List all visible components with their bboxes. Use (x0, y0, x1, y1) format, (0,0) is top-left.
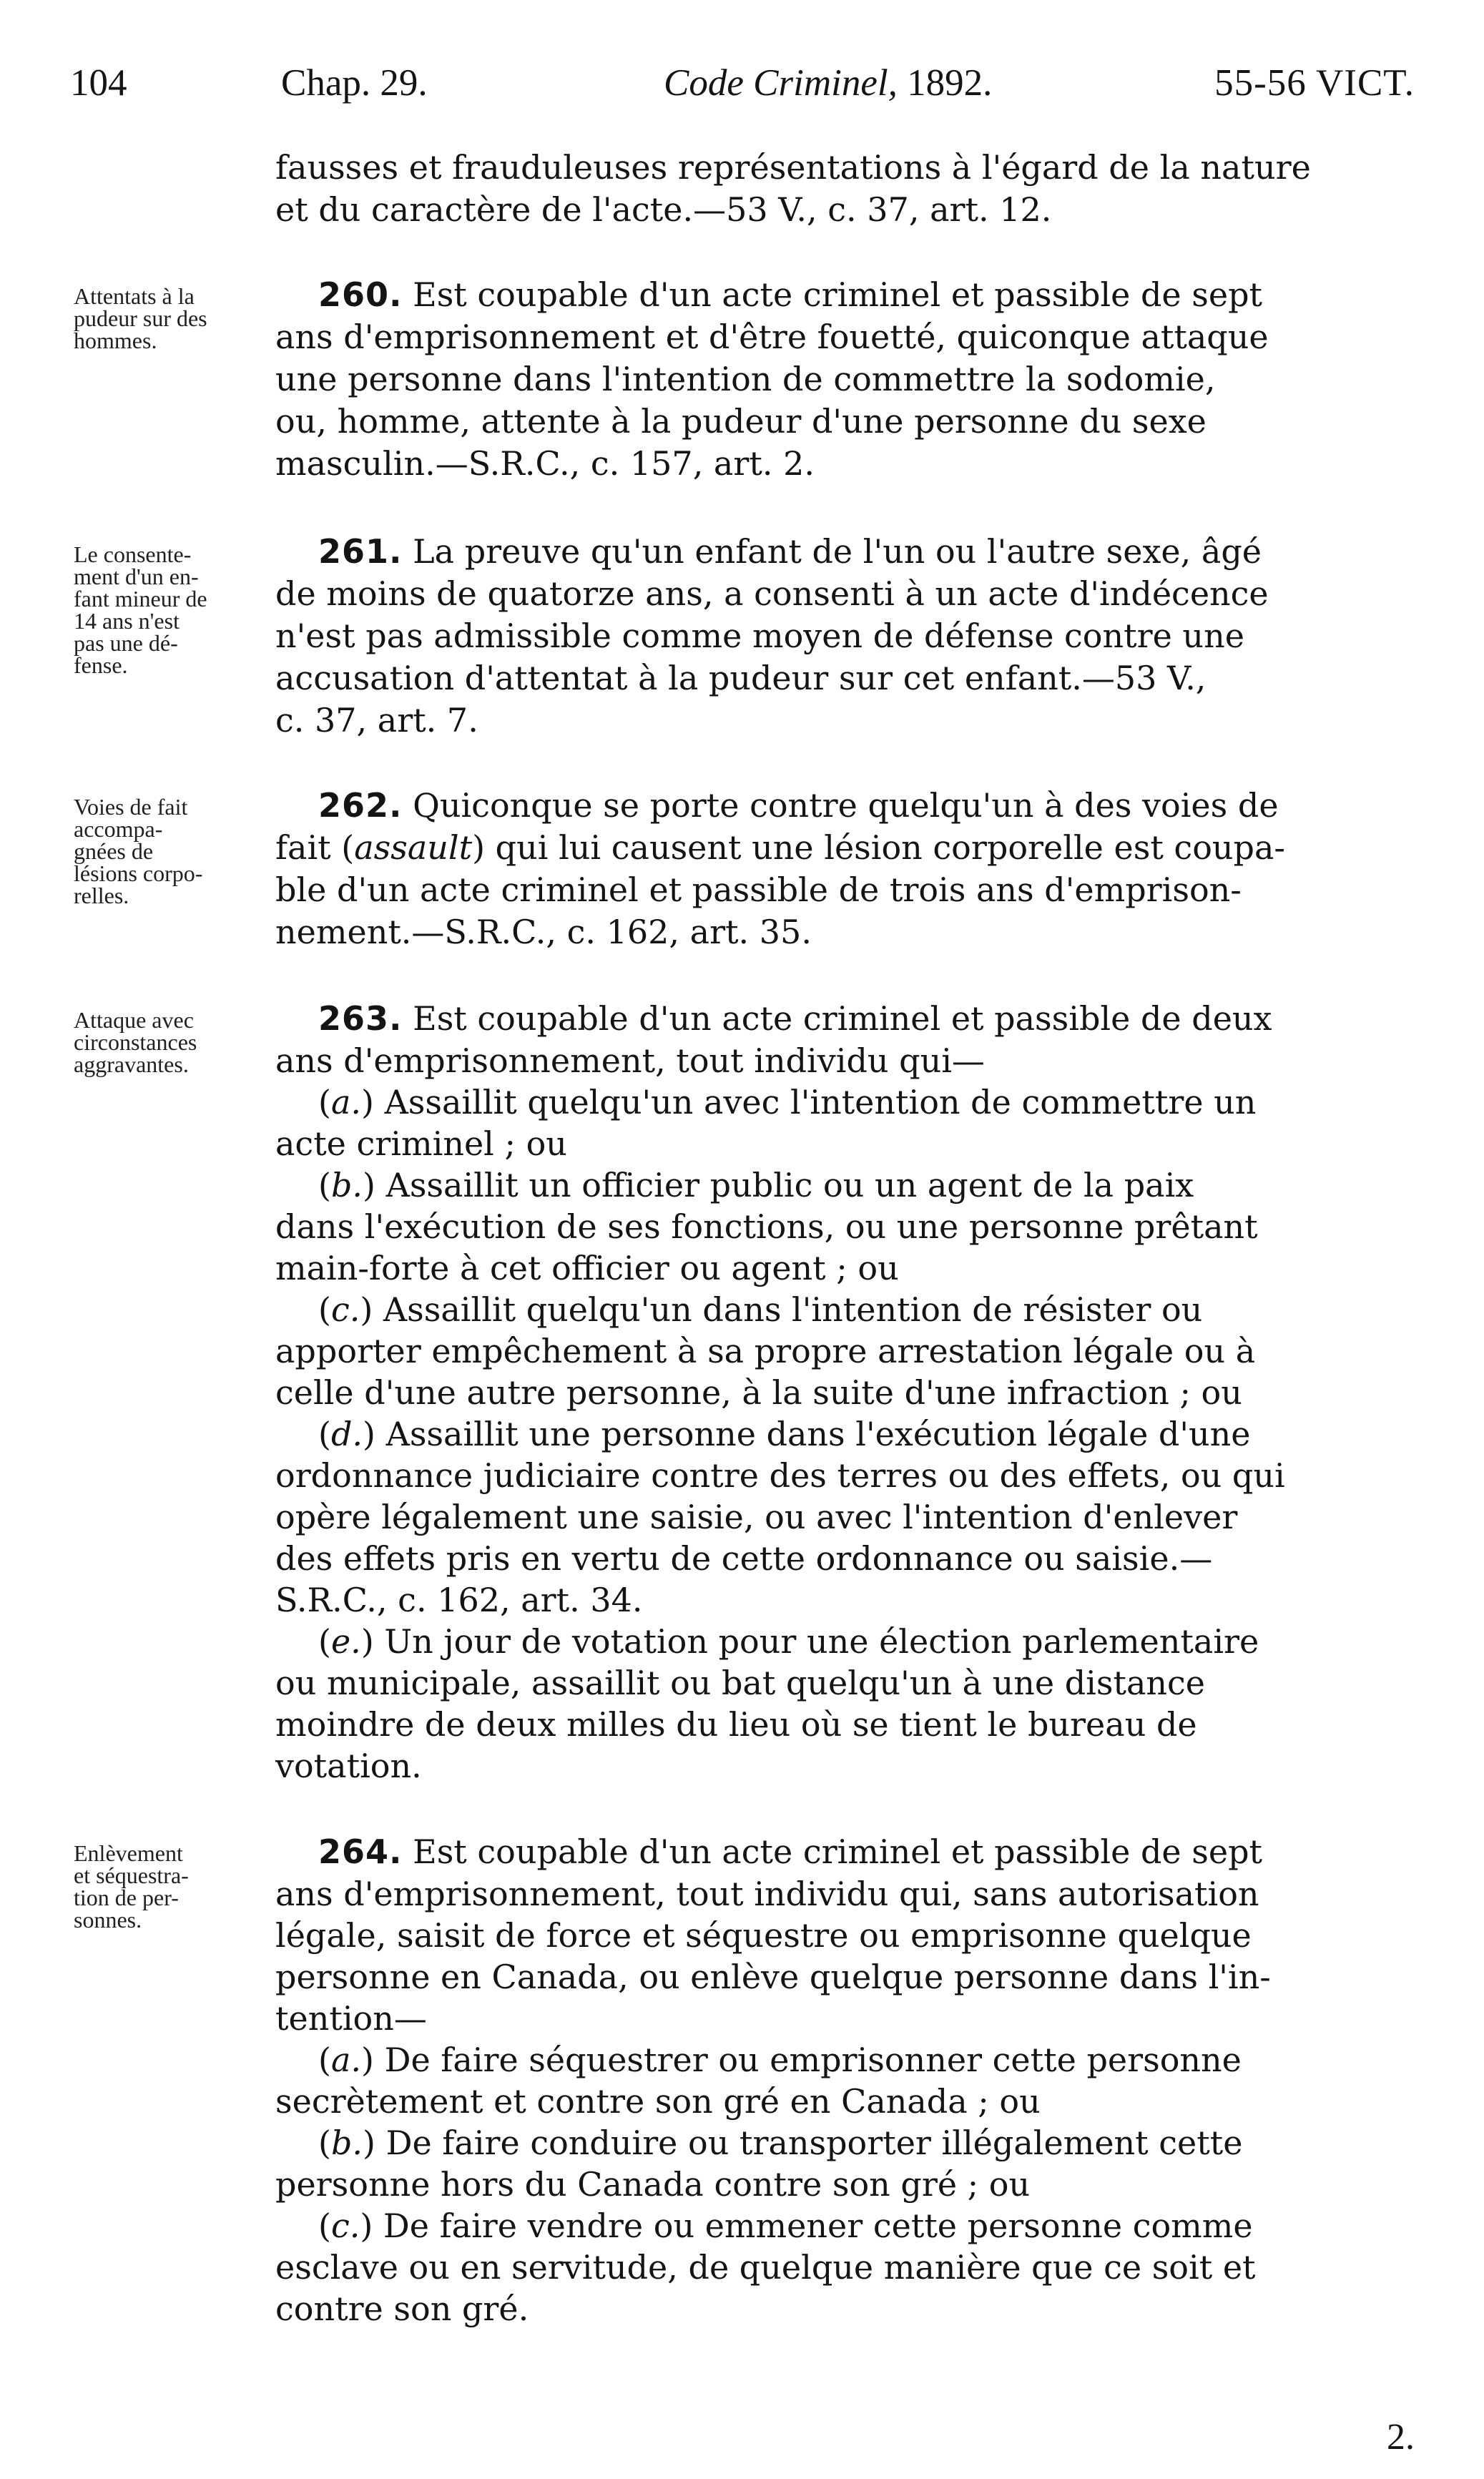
text-line: (b.) Assaillit un officier public ou un agent de la paix (318, 1166, 1194, 1204)
margin-note (74, 1842, 263, 1931)
section-text (318, 998, 1414, 1040)
margin-note-line: gnées de (74, 838, 154, 864)
text-line: celle d'une autre personne, à la suite d'une infraction ; ou (275, 1373, 1242, 1412)
margin-note (74, 541, 263, 678)
text-line: dans l'exécution de ses fonctions, ou une personne prêtant (275, 1207, 1258, 1246)
margin-note-line: pudeur sur des (74, 305, 207, 331)
enumerator-letter: a. (330, 1083, 361, 1121)
text-line: ble d'un acte criminel et passible de trois ans d'emprison- (275, 870, 1242, 909)
text-line: ou, homme, attente à la pudeur d'une personne du sexe (275, 402, 1207, 441)
section-number: 260. (318, 275, 403, 314)
margin-note-line: relles. (74, 883, 129, 908)
section-number: 263. (318, 999, 403, 1038)
text-line: (c.) De faire vendre ou emmener cette personne comme (318, 2206, 1253, 2245)
text-line: de moins de quatorze ans, a consenti à un acte d'indécence (275, 574, 1269, 613)
section-text (318, 274, 1414, 316)
text-line: une personne dans l'intention de commettre la sodomie, (275, 360, 1216, 398)
statute-title-name: Code Criminel, (664, 62, 898, 104)
margin-note-line: fense. (74, 652, 128, 678)
text-line: ou municipale, assaillit ou bat quelqu'un à une distance (275, 1664, 1206, 1702)
margin-note-line: lésions corpo- (74, 860, 203, 886)
chapter-label: Chap. 29. (281, 62, 428, 104)
enumerator-letter: c. (330, 2206, 360, 2245)
text-line: ans d'emprisonnement, tout individu qui— (275, 1041, 985, 1080)
text-line: moindre de deux milles du lieu où se tient le bureau de (275, 1705, 1197, 1744)
text-line: contre son gré. (275, 2289, 529, 2328)
page-number: 104 (70, 62, 127, 104)
text-line: masculin.—S.R.C., c. 157, art. 2. (275, 444, 815, 483)
margin-note-line: circonstances (74, 1029, 197, 1055)
section-text (318, 1831, 1414, 1873)
text-line: personne hors du Canada contre son gré ; ou (275, 2165, 1031, 2204)
margin-note-line: hommes. (74, 328, 157, 353)
text-line: acte criminel ; ou (275, 1124, 567, 1163)
margin-note-line: Le consente- (74, 541, 192, 567)
margin-note-line: et séquestra- (74, 1862, 189, 1888)
text-line: esclave ou en servitude, de quelque manière que ce soit et (275, 2248, 1256, 2287)
margin-note-line: accompa- (74, 816, 163, 842)
enumerator-letter: d. (330, 1415, 363, 1453)
section-text (318, 785, 1414, 827)
margin-note-line: Voies de fait (74, 794, 188, 820)
text-line: (a.) Assaillit quelqu'un avec l'intention de commettre un (318, 1083, 1257, 1121)
section-number: 261. (318, 532, 403, 571)
margin-note-line: 14 ans n'est (74, 608, 180, 634)
text-line: secrètement et contre son gré en Canada ; ou (275, 2082, 1041, 2121)
enumerator-letter: c. (330, 1290, 360, 1329)
text-line: Est coupable d'un acte criminel et passible de deux (413, 999, 1272, 1038)
text-line: des effets pris en vertu de cette ordonnance ou saisie.— (275, 1539, 1213, 1578)
margin-note-line: ment d'un en- (74, 564, 199, 589)
text-line: n'est pas admissible comme moyen de défense contre une (275, 617, 1244, 655)
text-line: apporter empêchement à sa propre arrestation légale ou à (275, 1332, 1256, 1370)
margin-note-line: aggravantes. (74, 1051, 189, 1077)
enumerator-letter: a. (330, 2041, 361, 2079)
text-line: (d.) Assaillit une personne dans l'exécution légale d'une (318, 1415, 1251, 1453)
text-line: fait (assault) qui lui causent une lésion corporelle est coupa- (275, 828, 1285, 867)
text-line: ans d'emprisonnement, tout individu qui, sans autorisation (275, 1875, 1259, 1913)
enumerator-letter: b. (330, 2124, 363, 2162)
text-line: votation. (275, 1747, 422, 1785)
text-line: ordonnance judiciaire contre des terres ou des effets, ou qui (275, 1456, 1285, 1495)
text-line: fausses et frauduleuses représentations à l'égard de la nature (275, 148, 1311, 187)
margin-note-line: Attaque avec (74, 1007, 194, 1033)
text-line: légale, saisit de force et séquestre ou emprisonne quelque (275, 1916, 1252, 1955)
margin-note (74, 1009, 263, 1076)
text-line: tention— (275, 1999, 427, 2038)
enumerator-letter: b. (330, 1166, 363, 1204)
text-line: personne en Canada, ou enlève quelque personne dans l'in- (275, 1958, 1271, 1996)
margin-note-line: tion de per- (74, 1885, 179, 1910)
text-line: (c.) Assaillit quelqu'un dans l'intention de résister ou (318, 1290, 1203, 1329)
catchword: 2. (1387, 2417, 1415, 2458)
margin-note (74, 285, 263, 352)
text-line: (e.) Un jour de votation pour une élection parlementaire (318, 1622, 1259, 1661)
text-line: Est coupable d'un acte criminel et passible de sept (413, 1832, 1263, 1871)
margin-note-line: pas une dé- (74, 630, 178, 656)
running-header (70, 62, 1415, 119)
statute-year: 1892. (907, 62, 993, 104)
text-line: nement.—S.R.C., c. 162, art. 35. (275, 913, 812, 951)
statute-title (664, 62, 992, 104)
text-line: S.R.C., c. 162, art. 34. (275, 1581, 643, 1619)
margin-note (74, 796, 263, 907)
text-line: accusation d'attentat à la pudeur sur cet enfant.—53 V., (275, 659, 1207, 697)
text-line: opère légalement une saisie, ou avec l'intention d'enlever (275, 1498, 1238, 1536)
margin-note-line: fant mineur de (74, 586, 207, 612)
text-line: main-forte à cet officier ou agent ; ou (275, 1249, 899, 1287)
enumerator-letter: e. (330, 1622, 361, 1661)
text-line: Est coupable d'un acte criminel et passible de sept (413, 275, 1263, 314)
section-number: 264. (318, 1832, 403, 1871)
section-number: 262. (318, 786, 403, 825)
italic-term: assault (354, 828, 473, 867)
margin-note-line: Enlèvement (74, 1840, 183, 1866)
section-text (318, 531, 1414, 573)
text-line: c. 37, art. 7. (275, 701, 478, 740)
margin-note-line: sonnes. (74, 1907, 142, 1933)
text-line: La preuve qu'un enfant de l'un ou l'autre sexe, âgé (413, 532, 1262, 571)
text-line: (a.) De faire séquestrer ou emprisonner cette personne (318, 2041, 1242, 2079)
text-line: ans d'emprisonnement et d'être fouetté, quiconque attaque (275, 318, 1269, 356)
text-line: (b.) De faire conduire ou transporter illégalement cette (318, 2124, 1243, 2162)
text-line: et du caractère de l'acte.—53 V., c. 37, art. 12. (275, 190, 1052, 229)
session-label: 55-56 VICT. (1214, 62, 1415, 104)
margin-note-line: Attentats à la (74, 283, 195, 309)
text-line: Quiconque se porte contre quelqu'un à des voies de (413, 786, 1279, 825)
